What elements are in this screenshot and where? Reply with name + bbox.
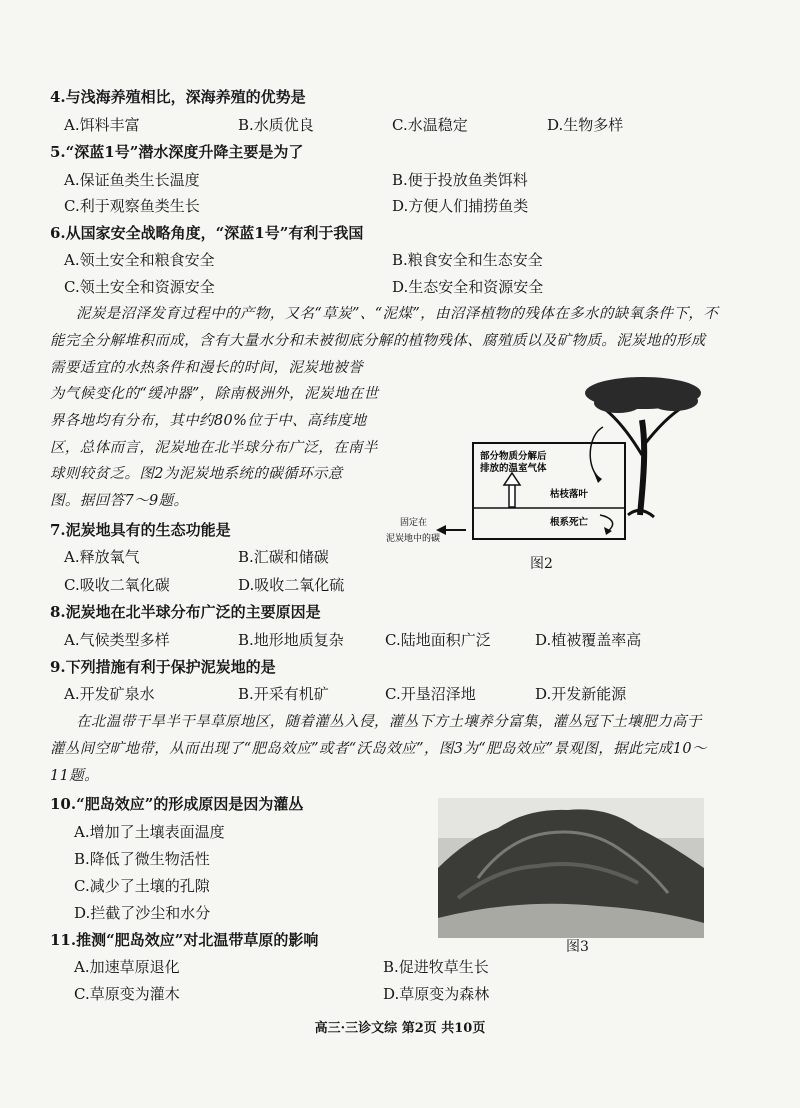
passage1-line-6: 区，总体而言，泥炭地在北半球分布广泛，在南半 (50, 440, 378, 456)
passage1-line-4: 为气候变化的“缓冲器”，除南极洲外，泥炭地在世 (50, 386, 379, 402)
q5-option-d: D.方便人们捕捞鱼类 (392, 197, 529, 215)
passage1-line-1: 泥炭是沼泽发育过程中的产物，又名“草炭”、“泥煤”，由沼泽植物的残体在多水的缺氧条件下，不 (76, 306, 719, 322)
label-fixed-in: 固定在 (400, 517, 428, 527)
question-6-stem: 6.从国家安全战略角度，“深蓝1号”有利于我国 (50, 224, 364, 242)
q7-option-b: B.汇碳和储碳 (238, 548, 329, 566)
q10-option-a: A.增加了土壤表面温度 (74, 823, 225, 841)
question-11-stem: 11.推测“肥岛效应”对北温带草原的影响 (50, 931, 319, 949)
q4-option-a: A.饵料丰富 (64, 116, 140, 134)
q6-option-d: D.生态安全和资源安全 (392, 278, 544, 296)
label-decomposed-gas: 部分物质分解后 (480, 451, 547, 462)
q7-option-c: C.吸收二氧化碳 (64, 576, 170, 594)
passage1-line-8: 图。据回答7～9题。 (50, 493, 189, 509)
q4-option-c: C.水温稳定 (392, 116, 468, 134)
figure-3-shrub-photo (438, 798, 704, 938)
q11-option-d: D.草原变为森林 (383, 985, 490, 1003)
q4-option-d: D.生物多样 (547, 116, 624, 134)
greenhouse-gas-up-arrow (504, 473, 520, 507)
label-greenhouse-gas: 排放的温室气体 (480, 463, 547, 474)
figure-2-carbon-cycle-diagram (378, 365, 718, 565)
passage1-line-7: 球则较贫乏。图2为泥炭地系统的碳循环示意 (50, 466, 343, 482)
q6-option-a: A.领土安全和粮食安全 (64, 251, 215, 269)
left-arrow-icon (436, 525, 466, 535)
q7-option-a: A.释放氧气 (64, 548, 140, 566)
figure-3-caption: 图3 (566, 939, 589, 955)
q10-option-b: B.降低了微生物活性 (74, 850, 210, 868)
q10-option-c: C.减少了土壤的孔隙 (74, 877, 210, 895)
q8-option-d: D.植被覆盖率高 (535, 631, 642, 649)
label-root-death: 根系死亡 (550, 517, 589, 528)
q6-option-b: B.粮食安全和生态安全 (392, 251, 543, 269)
passage2-line-2: 灌丛间空旷地带，从而出现了“肥岛效应”或者“沃岛效应”，图3为“肥岛效应”景观图，据此完成10～ (50, 741, 707, 757)
question-4-stem: 4.与浅海养殖相比，深海养殖的优势是 (50, 88, 306, 106)
litter-fall-arrow (590, 427, 603, 477)
page-footer: 高三·三诊文综 第2页 共10页 (314, 1021, 486, 1036)
question-9-stem: 9.下列措施有利于保护泥炭地的是 (50, 658, 276, 676)
q8-option-b: B.地形地质复杂 (238, 631, 344, 649)
passage1-line-3: 需要适宜的水热条件和漫长的时间，泥炭地被誉 (50, 360, 363, 376)
q8-option-c: C.陆地面积广泛 (385, 631, 491, 649)
tree-icon (585, 377, 701, 517)
q9-option-d: D.开发新能源 (535, 685, 627, 703)
q11-option-c: C.草原变为灌木 (74, 985, 180, 1003)
passage1-line-5: 界各地均有分布，其中约80%位于中、高纬度地 (50, 413, 367, 429)
q8-option-a: A.气候类型多样 (64, 631, 170, 649)
q5-option-a: A.保证鱼类生长温度 (64, 171, 200, 189)
q7-option-d: D.吸收二氧化硫 (238, 576, 345, 594)
passage1-line-2: 能完全分解堆积而成，含有大量水分和未被彻底分解的植物残体、腐殖质以及矿物质。泥炭地的形成 (50, 333, 706, 349)
label-peat-carbon: 泥炭地中的碳 (386, 533, 441, 543)
q9-option-c: C.开垦沼泽地 (385, 685, 476, 703)
q11-option-a: A.加速草原退化 (74, 958, 180, 976)
q6-option-c: C.领土安全和资源安全 (64, 278, 215, 296)
q4-option-b: B.水质优良 (238, 116, 314, 134)
question-10-stem: 10.“肥岛效应”的形成原因是因为灌丛 (50, 795, 304, 813)
question-8-stem: 8.泥炭地在北半球分布广泛的主要原因是 (50, 603, 321, 621)
passage2-line-3: 11题。 (50, 768, 100, 784)
question-5-stem: 5.“深蓝1号”潜水深度升降主要是为了 (50, 143, 304, 161)
q9-option-a: A.开发矿泉水 (64, 685, 155, 703)
q11-option-b: B.促进牧草生长 (383, 958, 489, 976)
q9-option-b: B.开采有机矿 (238, 685, 329, 703)
passage2-line-1: 在北温带干旱半干旱草原地区，随着灌丛入侵，灌丛下方土壤养分富集，灌丛冠下土壤肥力高于 (76, 714, 702, 730)
q10-option-d: D.拦截了沙尘和水分 (74, 904, 211, 922)
q5-option-c: C.利于观察鱼类生长 (64, 197, 200, 215)
q5-option-b: B.便于投放鱼类饵料 (392, 171, 528, 189)
figure-2-caption: 图2 (530, 556, 553, 572)
label-litter: 枯枝落叶 (550, 489, 589, 500)
question-7-stem: 7.泥炭地具有的生态功能是 (50, 521, 231, 539)
